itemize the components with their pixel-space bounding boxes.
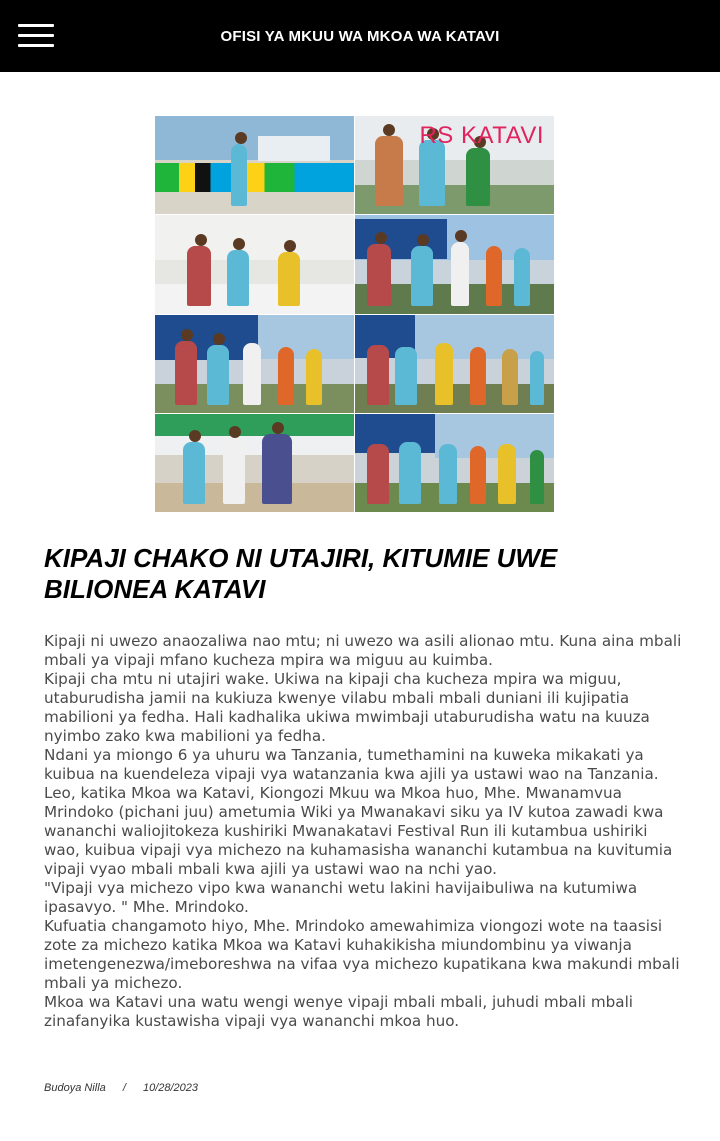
collage-photo [355,414,555,513]
article-paragraph: Kufuatia changamoto hiyo, Mhe. Mrindoko amewahimiza viongozi wote na taasisi zote za michezo katika Mkoa wa Katavi kuhakikisha miundombinu ya viwanja imetengenezwa/imeboreshwa na vifaa vya michezo kupatikana kwa makundi mbali mbali ya michezo. [44,917,680,992]
collage-photo [155,315,355,414]
collage-photo [155,116,355,215]
author-name[interactable]: Budoya Nilla [44,1082,106,1094]
article-paragraph: Mkoa wa Katavi una watu wengi wenye vipaji mbali mbali, juhudi mbali mbali zinafanyika kustawisha vipaji vya wananchi mkoa huo. [44,993,634,1030]
site-title: OFISI YA MKUU WA MKOA WA KATAVI [220,28,500,45]
photo-watermark: RS KATAVI [419,122,544,149]
article-meta [44,1082,198,1094]
article-headline: KIPAJI CHAKO NI UTAJIRI, KITUMIE UWE BILIONEA KATAVI [44,543,558,604]
collage-photo [355,315,555,414]
top-app-bar [0,0,720,72]
article-paragraph: Kipaji cha mtu ni utajiri wake. Ukiwa na kipaji cha kucheza mpira wa miguu, utaburudisha jamii na kukiuza kwenye vilabu mbali mbali duniani ili kujipatia mabilioni ya fedha. Hali kadhalika ukiwa mwimbaji utaburudisha watu na kuuza nyimbo zako kwa mabilioni ya fedha. [44,670,650,745]
article-paragraph: Leo, katika Mkoa wa Katavi, Kiongozi Mkuu wa Mkoa huo, Mhe. Mwanamvua Mrindoko (pichani juu) ametumia Wiki ya Mwanakavi siku ya IV kutoa zawadi kwa wananchi waliojitokeza kushiriki Mwanakatavi Festival Run ili kutambua ushiriki wao, kuibua vipaji vya michezo na kuhamasisha wananchi kutambua na kuvitumia vipaji vyao mbali mbali kwa ajili ya ustawi wao na nchi yao. [44,784,673,878]
publish-date: 10/28/2023 [142,1082,199,1094]
meta-separator: / [122,1082,126,1094]
collage-photo [355,215,555,315]
collage-photo [355,116,555,215]
article-paragraph: Ndani ya miongo 6 ya uhuru wa Tanzania, tumethamini na kuweka mikakati ya kuibua na kuendeleza vipaji vya watanzania kwa ajili ya ustawi wao na Tanzania. [44,746,659,783]
article-paragraph: "Vipaji vya michezo vipo kwa wananchi wetu lakini havijaibuliwa na kutumiwa ipasavyo. " Mhe. Mrindoko. [44,879,638,916]
collage-photo [155,215,355,315]
article-paragraph: Kipaji ni uwezo anaozaliwa nao mtu; ni uwezo wa asili alionao mtu. Kuna aina mbali mbali ya vipaji mfano kucheza mpira wa miguu au kuimba. [44,632,682,669]
collage-photo [155,414,355,513]
article-photo-collage [155,116,555,513]
article-body [44,632,684,1031]
